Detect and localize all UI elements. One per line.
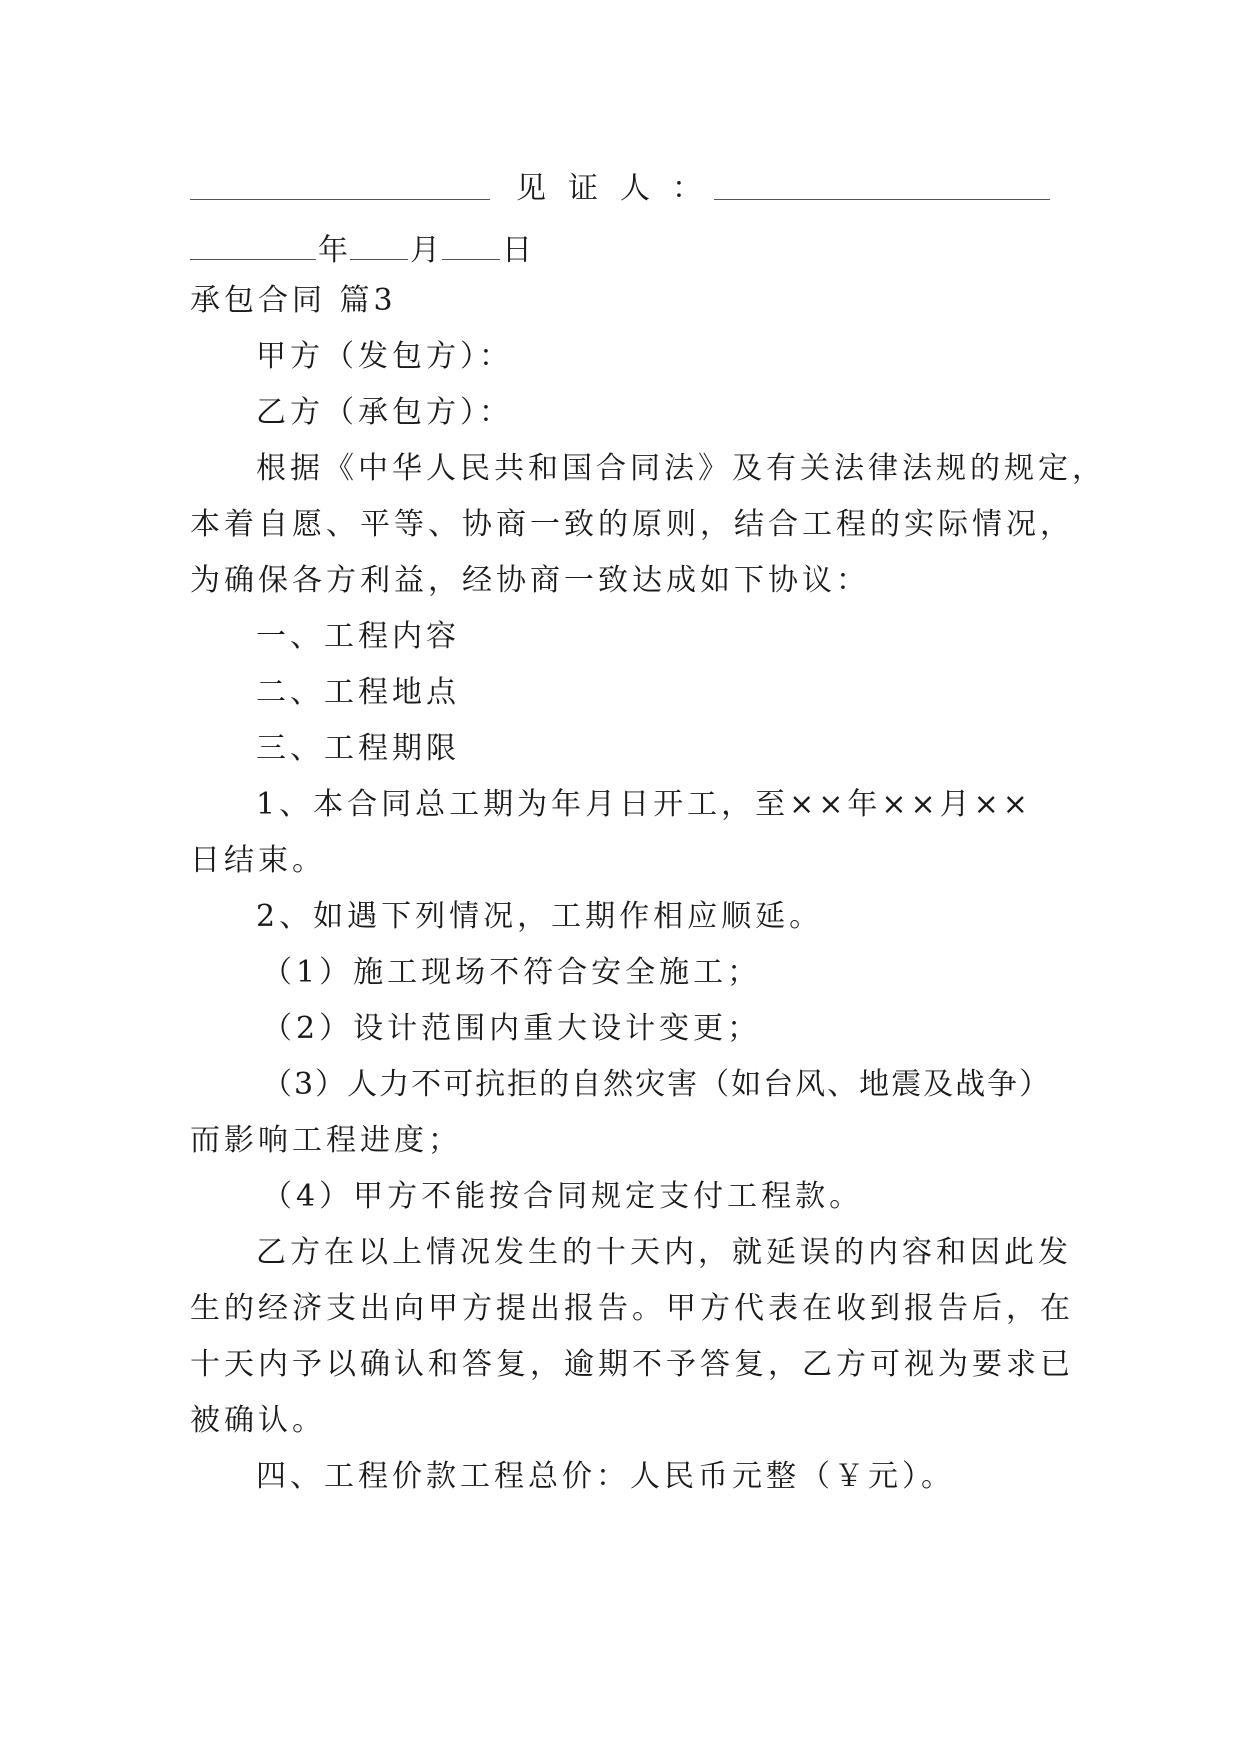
day-blank (442, 259, 500, 260)
preamble-line-2: 本着自愿、平等、协商一致的原则，结合工程的实际情况， (190, 507, 1074, 542)
sub-item-1: （1）施工现场不符合安全施工； (262, 955, 762, 990)
witness-blank-right (714, 199, 1050, 200)
witness-label: 见证人： (516, 171, 724, 206)
month-label: 月 (410, 233, 440, 268)
section-2-heading: 二、工程地点 (256, 675, 460, 710)
month-blank (350, 259, 408, 260)
year-label: 年 (318, 233, 348, 268)
delay-paragraph-line-3: 十天内予以确认和答复，逾期不予答复，乙方可视为要求已 (190, 1347, 1074, 1382)
year-blank (190, 259, 316, 260)
sub-item-2: （2）设计范围内重大设计变更； (262, 1011, 762, 1046)
item-1-line-2: 日结束。 (190, 843, 326, 878)
preamble-line-3: 为确保各方利益，经协商一致达成如下协议： (190, 563, 870, 598)
witness-blank-left (190, 199, 490, 200)
section-1-heading: 一、工程内容 (256, 619, 460, 654)
sub-item-3-line-2: 而影响工程进度； (190, 1123, 462, 1158)
delay-paragraph-line-2: 生的经济支出向甲方提出报告。甲方代表在收到报告后，在 (190, 1291, 1074, 1326)
party-a: 甲方（发包方）： (256, 339, 513, 374)
item-2: 2、如遇下列情况，工期作相应顺延。 (256, 899, 824, 934)
sub-item-4: （4）甲方不能按合同规定支付工程款。 (262, 1179, 864, 1214)
party-b: 乙方（承包方）： (256, 395, 513, 430)
date-line (190, 225, 590, 268)
delay-paragraph-line-1: 乙方在以上情况发生的十天内，就延误的内容和因此发 (256, 1235, 1072, 1270)
section-3-heading: 三、工程期限 (256, 731, 460, 766)
day-label: 日 (502, 233, 532, 268)
sub-item-3-line-1: （3）人力不可抗拒的自然灾害（如台风、地震及战争） (262, 1067, 1052, 1102)
section-4-heading: 四、工程价款工程总价：人民币元整（￥元）。 (256, 1459, 955, 1494)
preamble-line-1: 根据《中华人民共和国合同法》及有关法律法规的规定， (256, 451, 1106, 486)
document-title: 承包合同 篇3 (190, 283, 397, 318)
witness-line (190, 163, 1050, 206)
item-1-line-1: 1、本合同总工期为年月日开工，至××年××月×× (256, 787, 1032, 822)
delay-paragraph-line-4: 被确认。 (190, 1403, 326, 1438)
